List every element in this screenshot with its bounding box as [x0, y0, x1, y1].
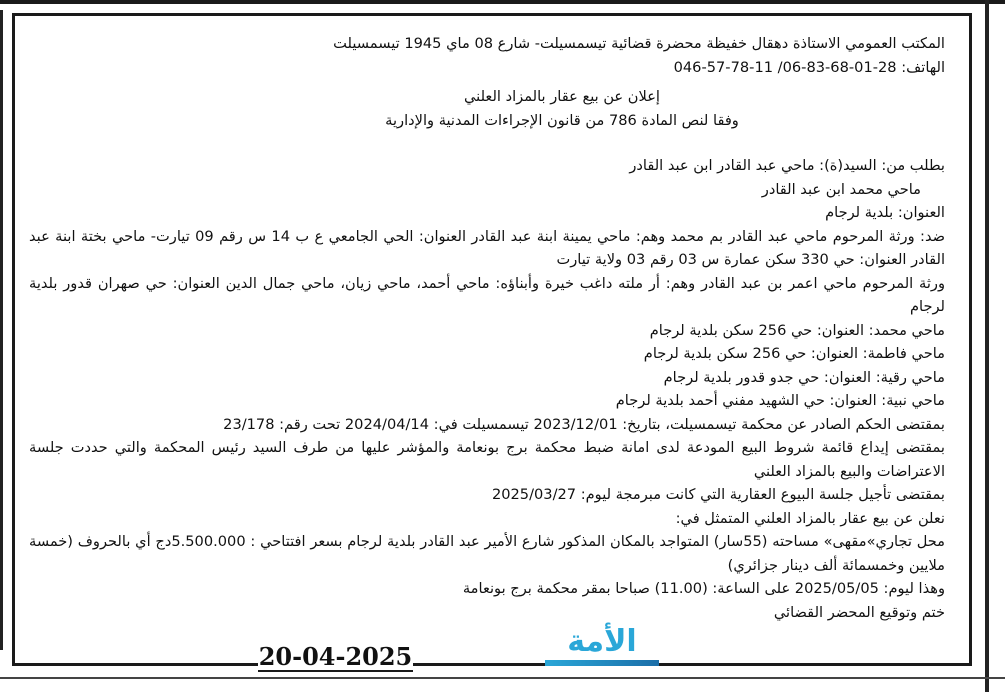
logo-text: الأمة: [567, 624, 637, 659]
phone-line: الهاتف: 28-01-68-83-06/ 11-78-57-046: [673, 58, 945, 76]
property-line: محل تجاري»مقهى» مساحته (55سار) المتواجد بالمكان المذكور شارع الأمير عبد القادر بلدية لرجام بسعر افتتاحي : 5.500.000دج أي بالحروف (خمسة ملايين وخمسمائة ألف دينار جزائري): [29, 533, 945, 574]
publication-date: 20-04-2025: [258, 642, 413, 671]
against-line: ضد: ورثة المرحوم ماحي عبد القادر بم محمد وهم: ماحي يمينة ابنة عبد القادر العنوان: الحي الجامعي ع ب 14 س رقم 09 تيارت- ماحي بختة ابنة عبد القادر العنوان: حي 330 سكن عمارة س 03 رقم 03 ولاية تيارت: [29, 227, 946, 268]
right-column-rule: [985, 0, 989, 692]
party-line: ماحي نبية: العنوان: حي الشهيد مفني أحمد بلدية لرجام: [615, 392, 945, 409]
notice-title: إعلان عن بيع عقار بالمزاد العلني: [464, 88, 660, 105]
postponement-line: بمقتضى تأجيل جلسة البيوع العقارية التي كانت مبرمجة ليوم: 2025/03/27: [491, 486, 945, 503]
party-line: ماحي رقية: العنوان: حي جدو قدور بلدية لرجام: [663, 368, 945, 386]
heirs-line: ورثة المرحوم ماحي اعمر بن عبد القادر وهم: أر ملته داغب خيرة وأبناؤه: ماحي أحمد، ماحي زيان، ماحي جمال الدين العنوان: حي صهران قدور بلدية لرجام: [29, 274, 945, 315]
signature-line: ختم وتوقيع المحضر القضائي: [773, 603, 945, 621]
judgment-line: بمقتضى الحكم الصادر عن محكمة تيسمسيلت، بتاريخ: 2023/12/01 تيسمسيلت في: 2024/04/14 تحت رقم: 23/178: [223, 415, 945, 433]
party-line: ماحي فاطمة: العنوان: حي 256 سكن بلدية لرجام: [643, 345, 945, 362]
auction-date-line: وهذا ليوم: 2025/05/05 على الساعة: (11.00) صباحا بمقر محكمة برج بونعامة: [462, 580, 945, 597]
bottom-rule: [0, 677, 1005, 679]
logo-underline: [545, 660, 659, 666]
requester-address: العنوان: بلدية لرجام: [825, 204, 945, 221]
requester-line-2: ماحي محمد ابن عبد القادر: [761, 180, 921, 198]
announcement-line: نعلن عن بيع عقار بالمزاد العلني المتمثل في:: [675, 509, 945, 527]
notice-subtitle: وفقا لنص المادة 786 من قانون الإجراءات المدنية والإدارية: [385, 111, 739, 129]
office-line: المكتب العمومي الاستاذة دهقال خفيظة محضرة قضائية تيسمسيلت- شارع 08 ماي 1945 تيسمسيلت: [333, 35, 945, 52]
legal-notice-box: [12, 13, 972, 666]
left-column-rule: [0, 10, 3, 650]
requester-line: بطلب من: السيد(ة): ماحي عبد القادر ابن عبد القادر: [629, 157, 945, 174]
conditions-line: بمقتضى إيداع قائمة شروط البيع المودعة لدى امانة ضبط محكمة برج بونعامة والمؤشر عليها من طرف السيد رئيس المحكمة والتي حددت جلسة الاعتراضات والبيع بالمزاد العلني: [29, 439, 945, 480]
party-line: ماحي محمد: العنوان: حي 256 سكن بلدية لرجام: [649, 321, 945, 339]
newspaper-logo: [541, 624, 663, 668]
top-rule: [0, 0, 1005, 4]
notice-content: [29, 32, 945, 624]
